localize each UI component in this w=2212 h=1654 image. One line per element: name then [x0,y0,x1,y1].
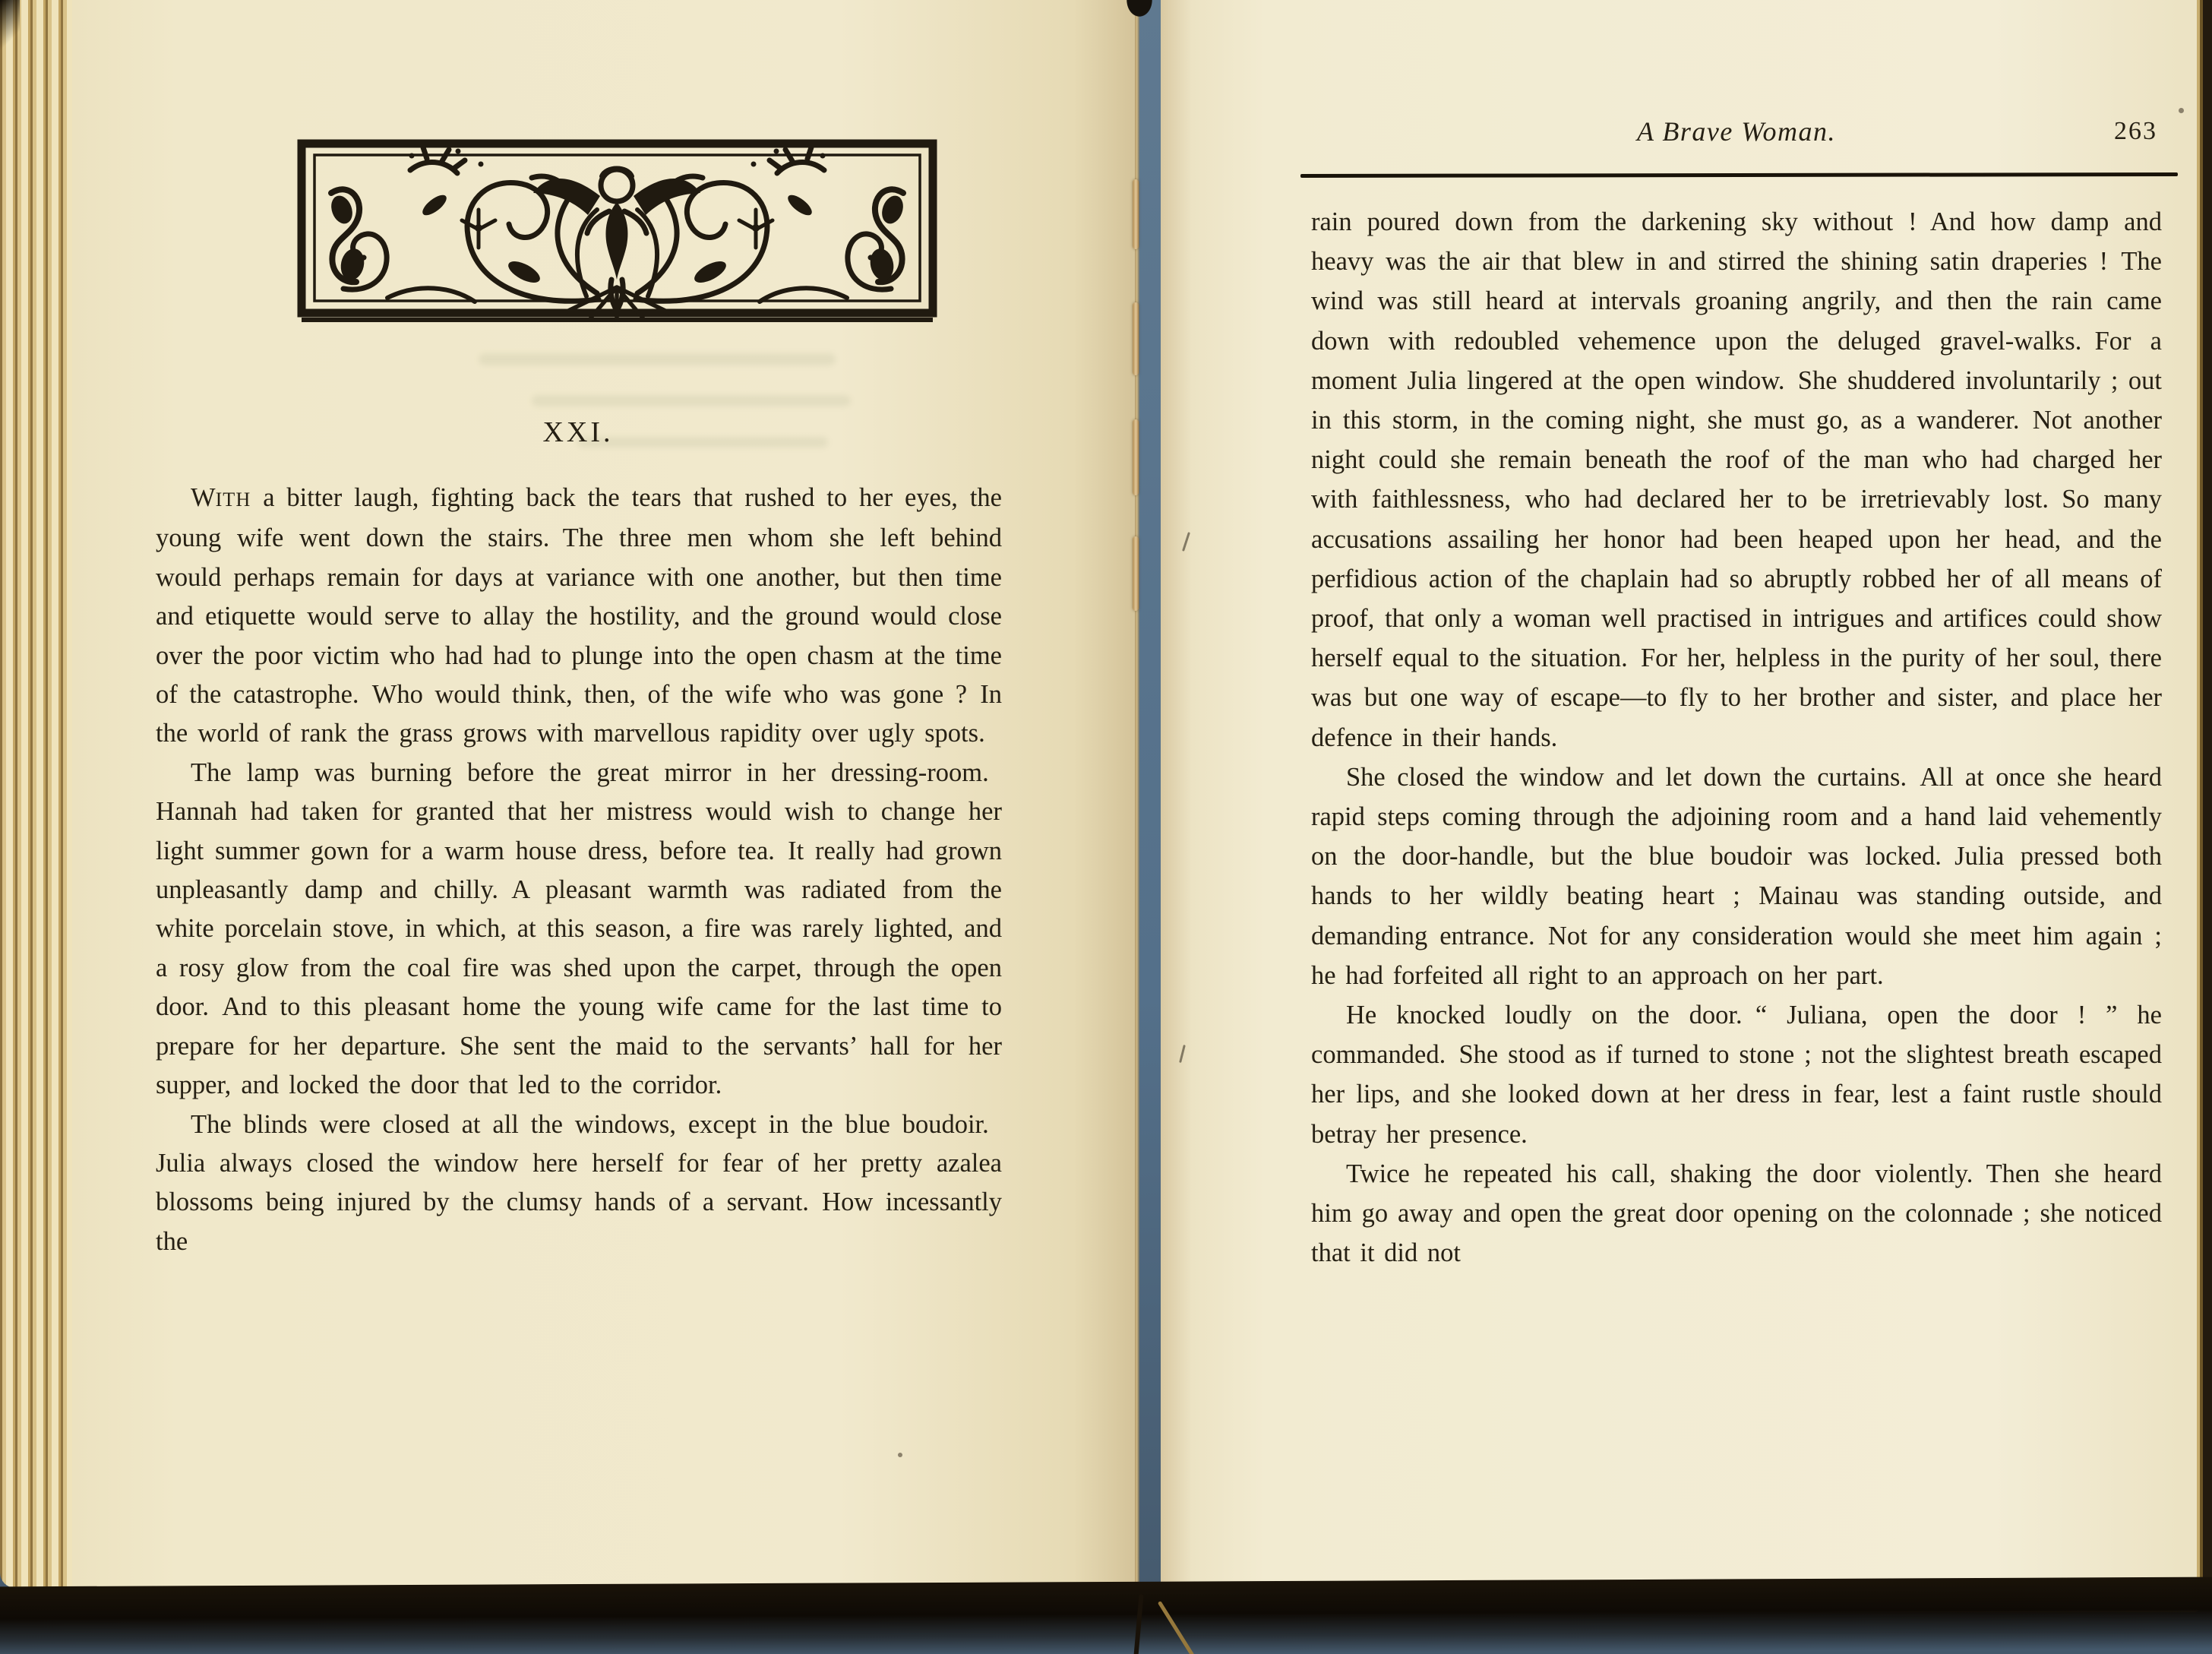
show-through-text [532,395,851,406]
book-cover-edge-right [2197,0,2212,1609]
chapter-heading: XXI. [542,416,614,448]
paragraph: He knocked loudly on the door. “ Juliana, open the door ! ” he commanded. She stood as if turned to stone ; not the slightest breath escaped her lips, and she looked down at her dress in fear, lest a faint rustle should betray her presence. [1311,1001,2162,1149]
binding-stitch [1133,179,1139,249]
small-caps-lead: ITH [215,489,251,511]
paragraph: rain poured down from the darkening sky without ! And how damp and heavy was the air that blew in and stirred the shining satin draperies ! The wind was still heard at intervals groaning angrily, and then the rain came down with redoubled vehemence upon the deluged gravel-walks. For a moment Julia lingered at the open window. She shuddered involuntarily ; out in this storm, in the coming night, she must go, as a wanderer. Not another night could she remain beneath the roof of the man who had charged her with faithlessness, who had declared her to be irretrievably lost. So many accusations assailing her honor had been heaped upon her head, and the perfidious action of the chaplain had so abruptly robbed her of all means of proof, that only a woman well practised in intrigues and artifices could show herself equal to the situation. For her, helpless in the purity of her soul, there was but one way of escape—to fly to her brother and sister, and place her defence in their hands. [1311,207,2162,752]
show-through-text [479,353,836,365]
book-page-edges-left [0,0,72,1588]
lead-capital: W [191,483,216,512]
paragraph: Twice he repeated his call, shaking the door violently. Then she heard him go away and open the great door opening on the colonnade ; she noticed that it did not [1311,1159,2162,1268]
paragraph [156,479,1002,754]
running-title: A Brave Woman. [1637,116,1836,147]
paper-speck [898,1453,902,1457]
running-head [1311,115,2162,161]
paragraph-text: a bitter laugh, fighting back the tears that rushed to her eyes, the young wife went down the stairs. The three men whom she left behind would perhaps remain for days at variance with one another, but then time and etiquette would serve to allay the hostility, and the ground would close over the poor victim who had had to plunge into the open chasm at the time of the catastrophe. Who would think, then, of the wife who was gone ? In the world of rank the grass grows with marvellous rapidity over ugly spots. [156,483,1002,748]
binding-stitch [1133,302,1139,375]
binding-stitch [1133,536,1139,611]
paper-speck [2179,108,2184,113]
book-gutter-top-notch [1124,0,1155,20]
cherub-foliage-woodcut-headpiece-illustration [296,138,938,328]
left-page-text-block [156,479,1002,1261]
book-bottom-shadow [0,1577,2212,1654]
paragraph: The lamp was burning before the great mirror in her dressing-room. Hannah had taken for granted that her mistress would wish to change her light summer gown for a warm house dress, before tea. It really had grown unpleasantly damp and chilly. A pleasant warmth was radiated from the white porcelain stove, in which, at this season, a fire was rarely lighted, and a rosy glow from the coal fire was shed upon the carpet, through the open door. And to this pleasant home the young wife came for the last time to prepare for her departure. She sent the maid to the servants’ hall for her supper, and locked the door that led to the corridor. [156,757,1002,1100]
book-corner-shadow [0,0,20,53]
paragraph: The blinds were closed at all the windows, except in the blue boudoir. Julia always closed the window here herself for fear of her pretty azalea blossoms being injured by the clumsy hands of a servant. How incessantly the [156,1109,1002,1256]
right-page-text-block [1311,202,2162,1273]
page-number: 263 [2114,117,2157,145]
binding-stitch [1133,419,1139,495]
paragraph: She closed the window and let down the curtains. All at once she heard rapid steps coming through the adjoining room and a hand laid vehemently on the door-handle, but the blue boudoir was locked. Julia pressed both hands to her wildly beating heart ; Mainau was standing outside, and demanding entrance. Not for any consideration would she meet him again ; he had forfeited all right to an approach on her part. [1311,762,2162,990]
